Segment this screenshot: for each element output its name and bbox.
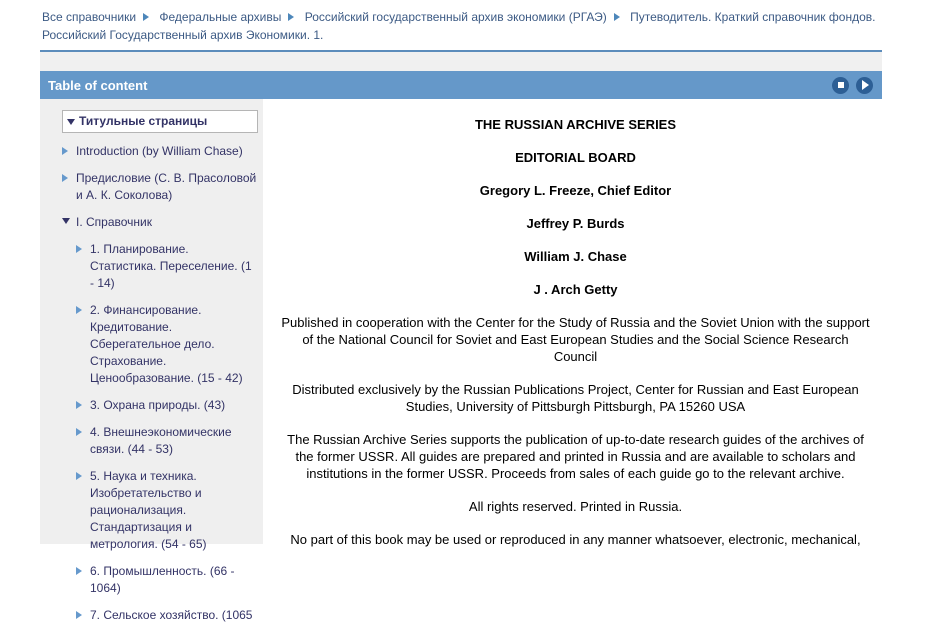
tree-item[interactable] bbox=[62, 110, 258, 133]
stop-icon bbox=[838, 82, 844, 88]
tree-item-label: Титульные страницы bbox=[79, 114, 208, 128]
tree-item[interactable] bbox=[62, 170, 258, 204]
tree-item-label: 7. Сельское хозяйство. (1065 bbox=[90, 608, 253, 622]
panel-header-buttons bbox=[832, 77, 873, 94]
breadcrumb-separator-icon bbox=[288, 13, 294, 21]
document-paragraph: Published in cooperation with the Center for the Study of Russia and the Soviet Union with the support of the National Council for Soviet and East European Studies and the Social Science Research Council bbox=[281, 315, 870, 364]
tree-item-label: 2. Финансирование. Кредитование. Сберегательное дело. Страхование. Ценообразование. (15 - 42) bbox=[90, 303, 243, 385]
breadcrumb-link[interactable]: Федеральные архивы bbox=[159, 10, 282, 24]
tree-item[interactable] bbox=[76, 563, 258, 597]
breadcrumb-item bbox=[305, 10, 627, 24]
tree-item[interactable] bbox=[76, 468, 258, 553]
next-button[interactable] bbox=[856, 77, 873, 94]
tree-toggle-icon[interactable] bbox=[76, 306, 82, 314]
tree-item[interactable] bbox=[62, 214, 258, 231]
tree-item-label: I. Справочник bbox=[76, 215, 152, 229]
breadcrumb-link[interactable]: Российский государственный архив экономики (РГАЭ) bbox=[304, 10, 607, 24]
document-heading: William J. Chase bbox=[524, 249, 627, 264]
panel-title: Table of content bbox=[48, 77, 148, 93]
tree-item-label: 4. Внешнеэкономические связи. (44 - 53) bbox=[90, 425, 232, 456]
document-heading: Gregory L. Freeze, Chief Editor bbox=[479, 183, 672, 198]
content-row bbox=[40, 99, 882, 622]
breadcrumb bbox=[40, 0, 882, 52]
tree-toggle-icon[interactable] bbox=[76, 428, 82, 436]
tree-item-label: 1. Планирование. Статистика. Переселение. (1 - 14) bbox=[90, 242, 252, 290]
tree-item[interactable] bbox=[76, 241, 258, 292]
tree-toggle-icon[interactable] bbox=[76, 245, 82, 253]
tree-toggle-icon[interactable] bbox=[76, 401, 82, 409]
document-content bbox=[263, 99, 882, 547]
breadcrumb-separator-icon bbox=[614, 13, 620, 21]
tree-item-label: 5. Наука и техника. Изобретательство и рационализация. Стандартизация и метрология. (54 - 65) bbox=[90, 469, 207, 551]
document-paragraph: All rights reserved. Printed in Russia. bbox=[468, 499, 683, 514]
tree-toggle-icon[interactable] bbox=[62, 174, 68, 182]
document-heading: Jeffrey P. Burds bbox=[526, 216, 625, 231]
tree-toggle-icon[interactable] bbox=[76, 567, 82, 575]
tree-item[interactable] bbox=[76, 302, 258, 387]
tree-item[interactable] bbox=[76, 397, 258, 414]
tree-item[interactable] bbox=[76, 424, 258, 458]
document-paragraph: The Russian Archive Series supports the publication of up-to-date research guides of the archives of the former USSR. All guides are prepared and printed in Russia and are available to scholars and institutions in the former USSR. Proceeds from sales of each guide go to the relevant archive. bbox=[287, 432, 864, 481]
document-paragraph: No part of this book may be used or reproduced in any manner whatsoever, electronic, mechanical, bbox=[290, 532, 861, 547]
play-icon bbox=[862, 80, 869, 90]
tree-item-label: Предисловие (С. В. Прасоловой и А. К. Соколова) bbox=[76, 171, 257, 202]
breadcrumb-item bbox=[42, 10, 156, 24]
document-heading: J . Arch Getty bbox=[533, 282, 618, 297]
tree-item-label: Introduction (by William Chase) bbox=[76, 144, 243, 158]
spacer-strip bbox=[40, 52, 882, 71]
breadcrumb-separator-icon bbox=[143, 13, 149, 21]
tree-item-label: 6. Промышленность. (66 - 1064) bbox=[90, 564, 235, 595]
document-paragraph: Distributed exclusively by the Russian Publications Project, Center for Russian and East European Studies, University of Pittsburgh Pittsburgh, PA 15260 USA bbox=[292, 382, 859, 414]
breadcrumb-link[interactable]: Все справочники bbox=[42, 10, 137, 24]
tree-toggle-icon[interactable] bbox=[76, 611, 82, 619]
stop-button[interactable] bbox=[832, 77, 849, 94]
document-heading: EDITORIAL BOARD bbox=[515, 150, 636, 165]
tree-item[interactable] bbox=[62, 143, 258, 160]
table-of-content-tree bbox=[40, 99, 263, 622]
tree-item[interactable] bbox=[76, 607, 258, 624]
tree-item-label: 3. Охрана природы. (43) bbox=[90, 398, 226, 412]
breadcrumb-item bbox=[159, 10, 301, 24]
tree-toggle-icon[interactable] bbox=[62, 218, 70, 224]
document-heading: THE RUSSIAN ARCHIVE SERIES bbox=[474, 117, 677, 132]
tree-toggle-icon[interactable] bbox=[62, 147, 68, 155]
tree-toggle-icon[interactable] bbox=[67, 119, 75, 125]
panel-header-bar bbox=[40, 71, 882, 99]
breadcrumb-link[interactable]: Путеводитель. Краткий справочник фондов. Российский Государственный архив Экономики. 1. bbox=[42, 10, 876, 42]
tree-toggle-icon[interactable] bbox=[76, 472, 82, 480]
page bbox=[40, 0, 882, 622]
